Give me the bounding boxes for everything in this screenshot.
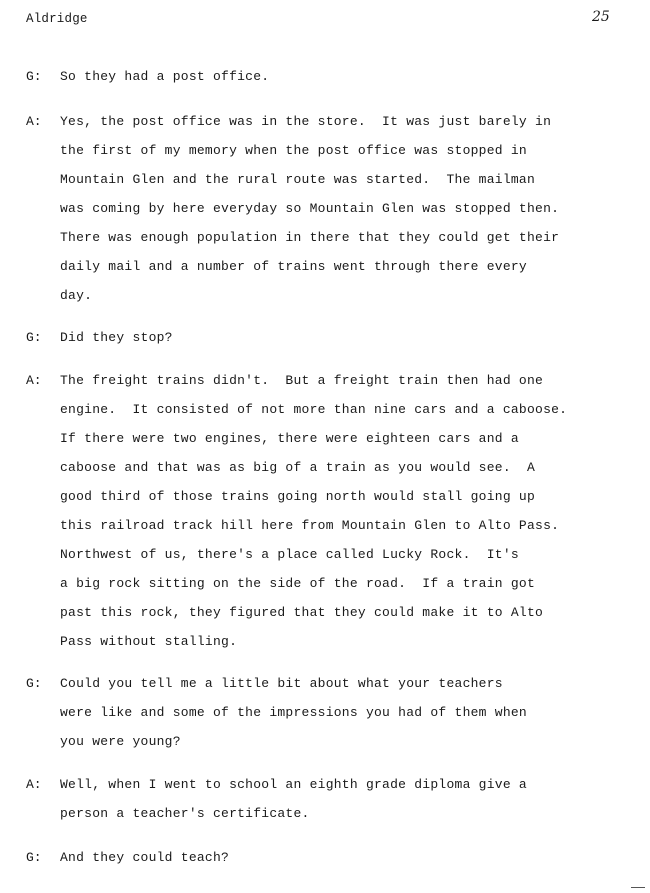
speaker-label: G: (26, 69, 42, 84)
transcript-entry (0, 366, 650, 656)
transcript-entry (0, 843, 650, 872)
speaker-label: A: (26, 373, 42, 388)
transcript-entry (0, 323, 650, 352)
transcript-line: caboose and that was as big of a train as you would see. A (60, 460, 536, 475)
transcript-line: you were young? (60, 734, 181, 749)
transcript-line: Well, when I went to school an eighth grade diploma give a (60, 777, 527, 792)
transcript-line: the first of my memory when the post office was stopped in (60, 143, 527, 158)
transcript-line: And they could teach? (60, 850, 230, 865)
speaker-label: G: (26, 676, 42, 691)
transcript-line: person a teacher's certificate. (60, 806, 310, 821)
speaker-label: G: (26, 850, 42, 865)
transcript-line: Could you tell me a little bit about what your teachers (60, 676, 503, 691)
transcript-line: day. (60, 288, 93, 303)
transcript-line: Did they stop? (60, 330, 173, 345)
transcript-line: There was enough population in there that they could get their (60, 230, 560, 245)
scan-mark (631, 887, 645, 888)
transcript-entry (0, 669, 650, 756)
transcript-line: a big rock sitting on the side of the road. If a train got (60, 576, 536, 591)
transcript-entry (0, 107, 650, 310)
speaker-label: A: (26, 777, 42, 792)
transcript-line: Northwest of us, there's a place called Lucky Rock. It's (60, 547, 519, 562)
transcript-line: were like and some of the impressions you had of them when (60, 705, 527, 720)
transcript-line: daily mail and a number of trains went through there every (60, 259, 527, 274)
transcript-line: was coming by here everyday so Mountain Glen was stopped then. (60, 201, 560, 216)
transcript-line: Mountain Glen and the rural route was started. The mailman (60, 172, 536, 187)
transcript-line: So they had a post office. (60, 69, 270, 84)
transcript-line: this railroad track hill here from Mountain Glen to Alto Pass. (60, 518, 560, 533)
transcript-line: Pass without stalling. (60, 634, 238, 649)
header-interviewee-name: Aldridge (26, 12, 88, 26)
transcript-line: The freight trains didn't. But a freight train then had one (60, 373, 544, 388)
page-number: 25 (592, 9, 610, 25)
transcript-line: past this rock, they figured that they could make it to Alto (60, 605, 544, 620)
transcript-line: good third of those trains going north would stall going up (60, 489, 536, 504)
transcript-line: Yes, the post office was in the store. It was just barely in (60, 114, 552, 129)
transcript-entry (0, 62, 650, 91)
transcript-line: engine. It consisted of not more than nine cars and a caboose. (60, 402, 568, 417)
transcript-entry (0, 770, 650, 828)
transcript-line: If there were two engines, there were eighteen cars and a (60, 431, 519, 446)
speaker-label: A: (26, 114, 42, 129)
speaker-label: G: (26, 330, 42, 345)
